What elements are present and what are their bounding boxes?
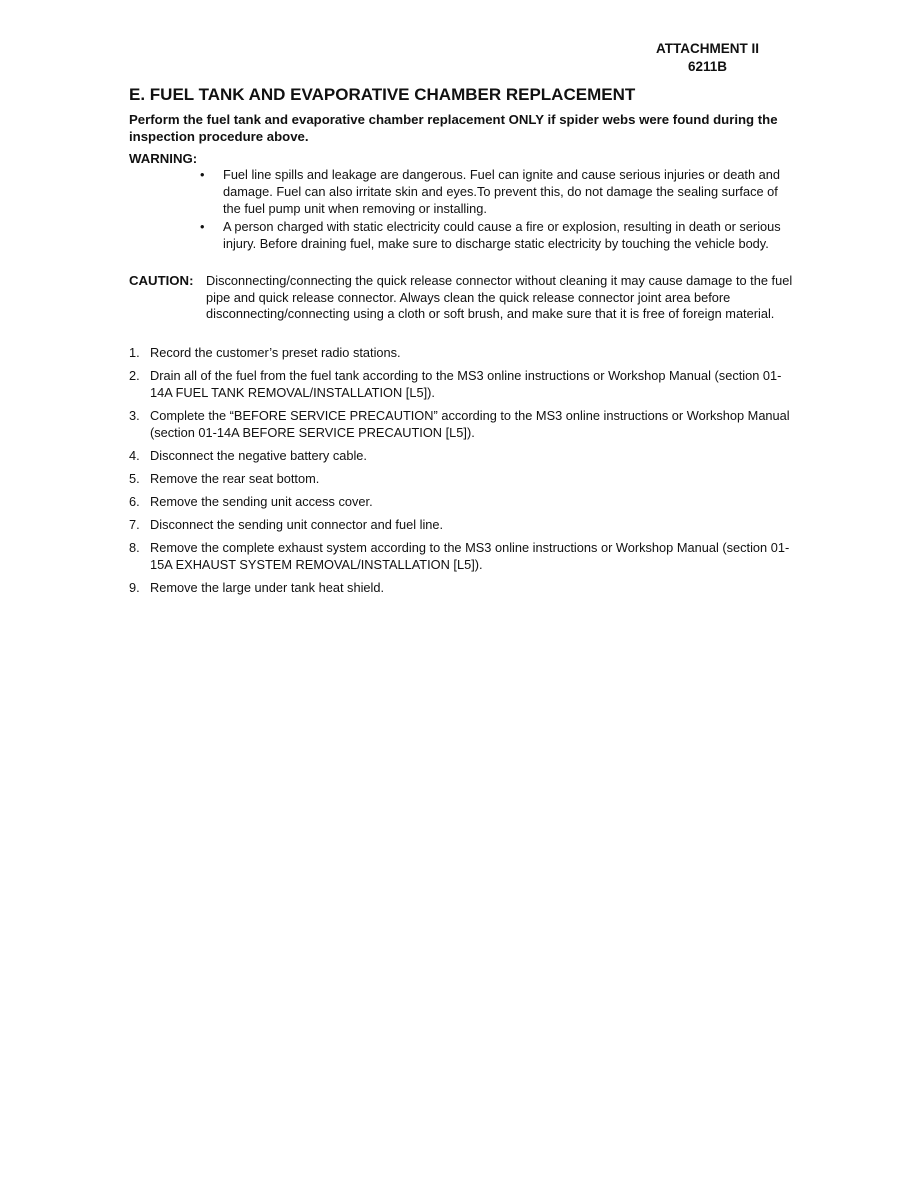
warning-item — [199, 218, 794, 252]
step-text: Remove the complete exhaust system according to the MS3 online instructions or Workshop Manual (section 01-15A EXHAUST SYSTEM REMOVAL/INSTALLATION [L5]). — [150, 540, 790, 572]
step-text: Remove the large under tank heat shield. — [150, 580, 385, 595]
step-text: Disconnect the sending unit connector and fuel line. — [150, 517, 444, 532]
step-item — [129, 579, 795, 596]
step-number: 8. — [129, 540, 140, 555]
step-text: Complete the “BEFORE SERVICE PRECAUTION” according to the MS3 online instructions or Workshop Manual (section 01-14A BEFORE SERVICE PRECAUTION [L5]). — [150, 408, 790, 440]
caution-block — [129, 273, 793, 323]
step-number: 7. — [129, 517, 140, 532]
bullet-icon: • — [200, 167, 205, 182]
step-number: 5. — [129, 471, 140, 486]
step-item — [129, 447, 795, 464]
section-intro: Perform the fuel tank and evaporative chamber replacement ONLY if spider webs were found during the inspection procedure above. — [129, 112, 778, 144]
step-number: 2. — [129, 368, 140, 383]
step-item — [129, 367, 795, 401]
attachment-label: ATTACHMENT II — [656, 41, 759, 56]
caution-text: Disconnecting/connecting the quick release connector without cleaning it may cause damage to the fuel pipe and quick release connector. Always clean the quick release connector joint area before disconnecting/connecting using a cloth or soft brush, and make sure that it is free of foreign material. — [206, 273, 793, 322]
caution-label: CAUTION: — [129, 273, 194, 288]
warning-label: WARNING: — [129, 151, 198, 166]
step-text: Disconnect the negative battery cable. — [150, 448, 367, 463]
step-text: Remove the sending unit access cover. — [150, 494, 373, 509]
warning-item-text: Fuel line spills and leakage are dangerous. Fuel can ignite and cause serious injuries or death and damage. Fuel can also irritate skin and eyes.To prevent this, do not damage the sealing surface of the fuel pump unit when removing or installing. — [223, 167, 781, 216]
step-text: Record the customer’s preset radio stations. — [150, 345, 401, 360]
step-number: 3. — [129, 408, 140, 423]
step-number: 1. — [129, 345, 140, 360]
step-item — [129, 539, 795, 573]
doc-number: 6211B — [687, 59, 728, 74]
procedure-steps — [129, 344, 795, 602]
attachment-header — [656, 40, 759, 76]
step-item — [129, 516, 795, 533]
step-item — [129, 407, 795, 441]
step-number: 4. — [129, 448, 140, 463]
step-item — [129, 493, 795, 510]
warning-list — [199, 166, 794, 253]
step-text: Drain all of the fuel from the fuel tank according to the MS3 online instructions or Workshop Manual (section 01-14A FUEL TANK REMOVAL/INSTALLATION [L5]). — [150, 368, 782, 400]
step-item — [129, 470, 795, 487]
step-number: 6. — [129, 494, 140, 509]
bullet-icon: • — [200, 219, 205, 234]
step-number: 9. — [129, 580, 140, 595]
step-text: Remove the rear seat bottom. — [150, 471, 320, 486]
section-title: E. FUEL TANK AND EVAPORATIVE CHAMBER REPLACEMENT — [129, 85, 636, 104]
warning-item — [199, 166, 794, 217]
step-item — [129, 344, 795, 361]
warning-item-text: A person charged with static electricity could cause a fire or explosion, resulting in death or serious injury. Before draining fuel, make sure to discharge static electricity by touching the vehicle body. — [223, 219, 781, 251]
